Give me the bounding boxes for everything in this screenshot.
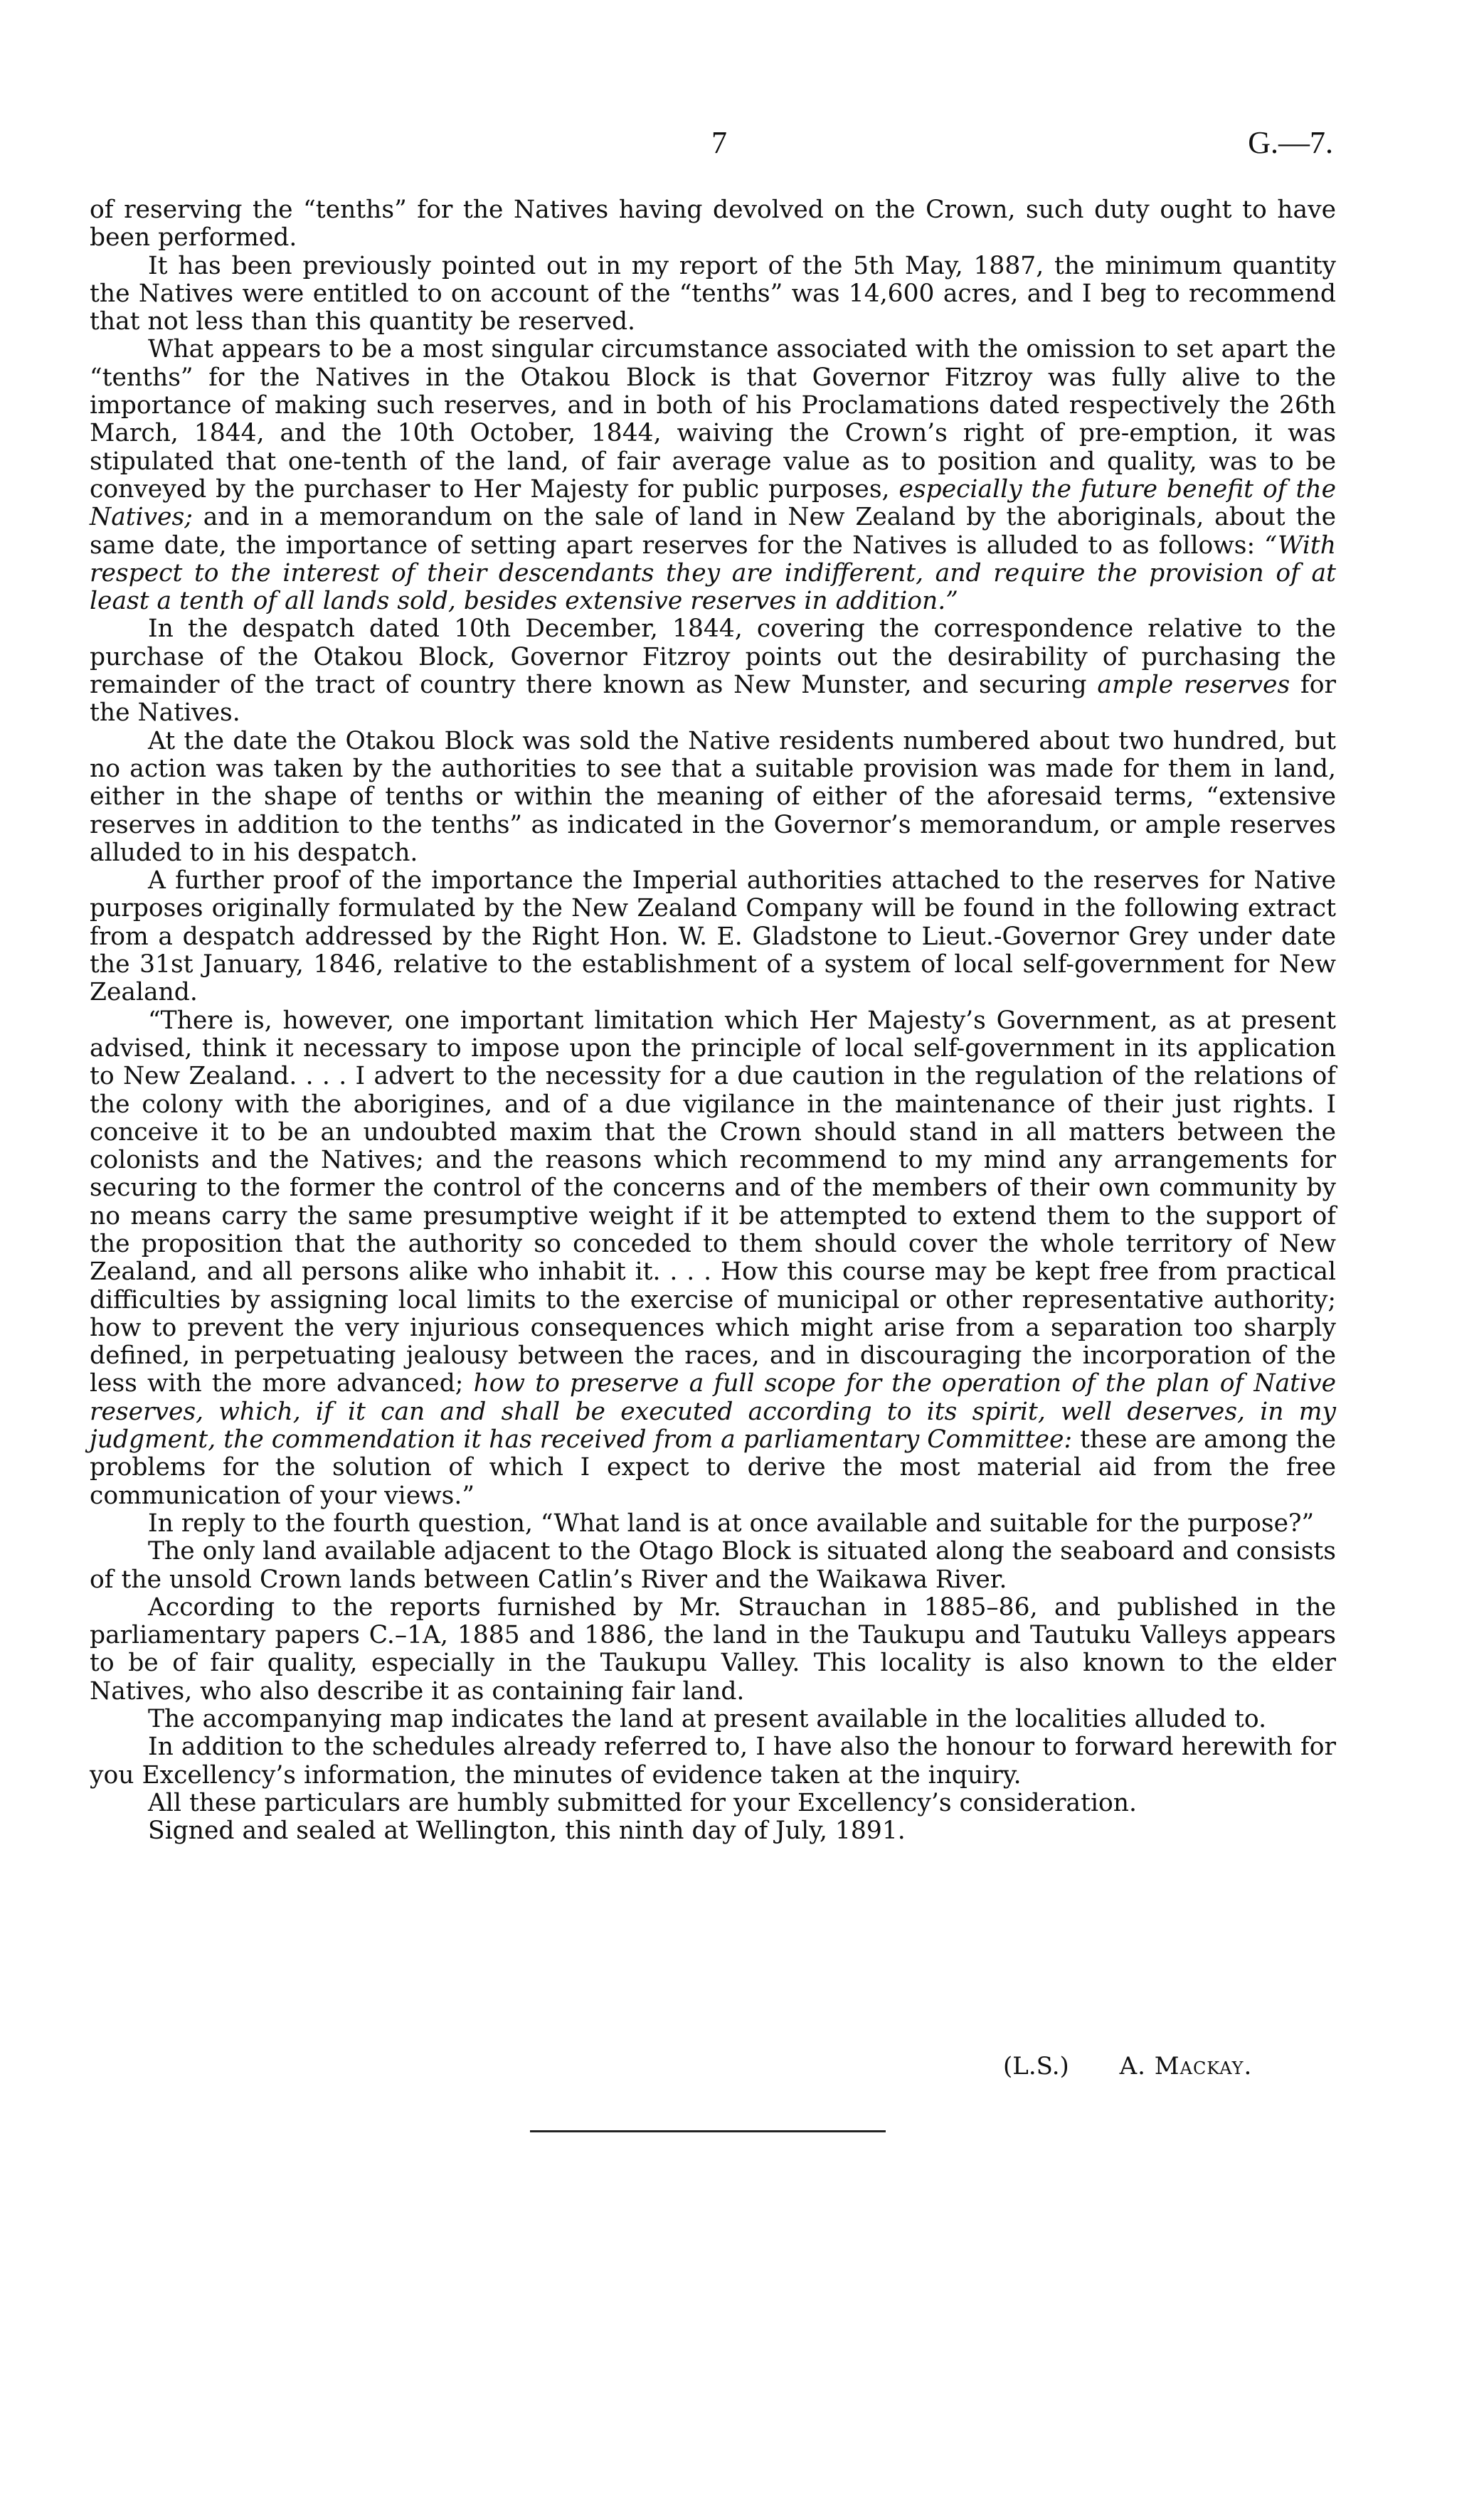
text-run: At the date the Otakou Block was sold the Native residents numbered about two hundred, but no action was taken by the authorities to see that a suitable provision was made for them in land, either in the shape of tenths or within the meaning of either of the aforesaid terms, “extensive reserves in addition to the tenths” as indicated in the Governor’s memorandum, or ample reserves alluded to in his despatch. [90, 726, 1336, 867]
paragraph [90, 867, 1336, 1006]
closing-rule [530, 2130, 886, 2132]
text-run: In addition to the schedules already referred to, I have also the honour to forward herewith for you Excellency’s information, the minutes of evidence taken at the inquiry. [90, 1733, 1336, 1790]
text-run: All these particulars are humbly submitted for your Excellency’s consideration. [148, 1788, 1137, 1817]
text-run: of reserving the “tenths” for the Natives having devolved on the Crown, such duty ought to have been performed. [90, 196, 1336, 252]
text-run: Signed and sealed at Wellington, this ninth day of July, 1891. [148, 1817, 906, 1846]
page-number: 7 [711, 125, 727, 160]
text-run: In the despatch dated 10th December, 1844, covering the correspondence relative to the purchase of the Otakou Block, Governor Fitzroy points out the desirability of purchasing the remainder of the tract of country there known as New Munster, and securing [90, 615, 1336, 700]
paragraph [90, 1538, 1336, 1594]
text-run: According to the reports furnished by Mr. Strauchan in 1885–86, and published in the parliamentary papers C.–1A, 1885 and 1886, the land in the Taukupu and Tautuku Valleys appears to be of fair quality, especially in the Taukupu Valley. This locality is also known to the elder Natives, who also describe it as containing fair land. [90, 1593, 1336, 1706]
text-run: What appears to be a most singular circumstance associated with the omission to set apart the “tenths” for the Natives in the Otakou Block is that Governor Fitzroy was fully alive to the importance of making such reserves, and in both of his Proclamations dated respectively the 26th March, 1844, and the 10th October, 1844, waiving the Crown’s right of pre-emption, it was stipulated that one-tenth of the land, of fair average value as to position and quality, was to be conveyed by the purchaser to Her Majesty for public purposes, [90, 335, 1336, 504]
italic-text: especially the future benefit of the Natives; [90, 474, 1336, 532]
paragraph [90, 1706, 1336, 1733]
paragraph [90, 336, 1336, 615]
italic-text: “With respect to the interest of their descendants they are indifferent, and require the provision of at least a tenth of all lands sold, besides extensive reserves in addition.” [90, 531, 1336, 616]
text-run: these are among the problems for the solution of which I expect to derive the most material aid from the free communication of your views.” [90, 1425, 1336, 1510]
signature-block [1003, 2052, 1252, 2080]
text-run: for the Natives. [90, 671, 1337, 728]
text-run: It has been previously pointed out in my report of the 5th May, 1887, the minimum quantity the Natives were entitled to on account of the “tenths” was 14,600 acres, and I beg to recommend that not less than this quantity be reserved. [90, 251, 1336, 336]
paragraph [90, 196, 1336, 252]
text-run: and in a memorandum on the sale of land in New Zealand by the aboriginals, about the same date, the importance of setting apart reserves for the Natives is alluded to as follows: [90, 503, 1336, 560]
paragraph [90, 1817, 1336, 1845]
text-run: The only land available adjacent to the Otago Block is situated along the seaboard and consists of the unsold Crown lands between Catlin’s River and the Waikawa River. [90, 1537, 1336, 1594]
paragraph [90, 1733, 1336, 1790]
document-code: G.—7. [1248, 125, 1333, 160]
italic-text: ample reserves [1097, 671, 1290, 700]
paragraph [90, 1007, 1336, 1510]
italic-text: how to preserve a full scope for the operation of the plan of Native reserves, which, if it can and shall be executed according to its spirit, well deserves, in my judgment, the commendation it has received from a parliamentary Committee: [90, 1369, 1336, 1455]
paragraph [90, 728, 1336, 867]
text-run: A further proof of the importance the Imperial authorities attached to the reserves for Native purposes originally formulated by the New Zealand Company will be found in the following extract from a despatch addressed by the Right Hon. W. E. Gladstone to Lieut.-Governor Grey under date the 31st January, 1846, relative to the establishment of a system of local self-government for New Zealand. [90, 866, 1336, 1007]
paragraph [90, 1594, 1336, 1706]
paragraph [90, 1790, 1336, 1817]
text-run: The accompanying map indicates the land at present available in the localities alluded to. [148, 1705, 1267, 1734]
text-run: In reply to the fourth question, “What land is at once available and suitable for the purpose?” [148, 1509, 1315, 1538]
paragraph [90, 252, 1336, 336]
text-run: “There is, however, one important limitation which Her Majesty’s Government, as at present advised, think it necessary to impose upon the principle of local self-government in its application to New Zealand. . . . I advert to the necessity for a due caution in the regulation of the relations of the colony with the aborigines, and of a due vigilance in the maintenance of their just rights. I conceive it to be an undoubted maxim that the Crown should stand in all matters between the colonists and the Natives; and the reasons which recommend to my mind any arrangements for securing to the former the control of the concerns and of the members of their own community by no means carry the same presumptive weight if it be attempted to extend them to the support of the proposition that the authority so conceded to them should cover the whole territory of New Zealand, and all persons alike who inhabit it. . . . How this course may be kept free from practical difficulties by assigning local limits to the exercise of municipal or other representative authority; how to prevent the very injurious consequences which might arise from a separation too sharply defined, in perpetuating jealousy between the races, and in discouraging the incorporation of the less with the more advanced; [90, 1006, 1336, 1398]
body-text [90, 196, 1336, 1846]
seal-mark: (L.S.) [1003, 2052, 1069, 2080]
paragraph [90, 615, 1336, 727]
signatory-name: A. Mackay. [1119, 2052, 1253, 2080]
paragraph [90, 1510, 1336, 1538]
